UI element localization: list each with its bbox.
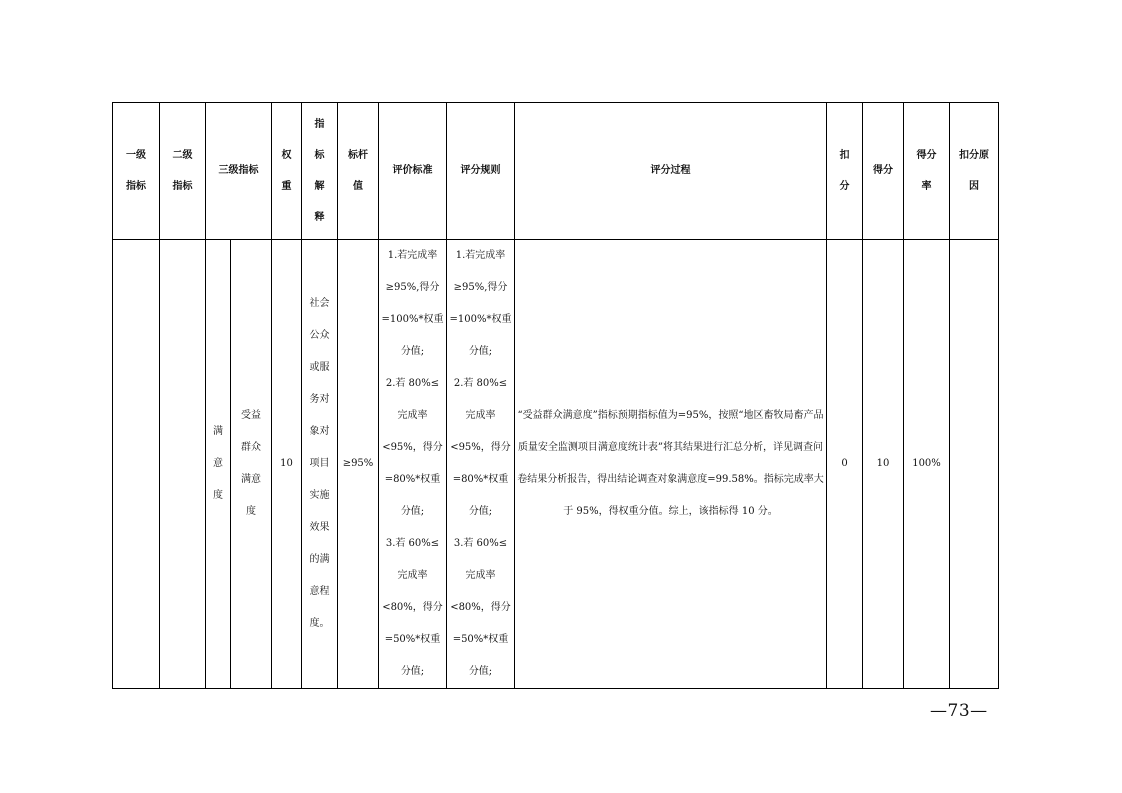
cell-score: 10 xyxy=(863,240,904,689)
cell-deduction-reason xyxy=(950,240,999,689)
header-evaluation-standard: 评价标准 xyxy=(379,103,447,240)
table-header-row xyxy=(113,103,999,240)
cell-level3-category: 满 意 度 xyxy=(206,240,231,689)
header-indicator-explanation: 指 标 解 释 xyxy=(302,103,338,240)
header-level1: 一级 指标 xyxy=(113,103,160,240)
table-row xyxy=(113,240,999,689)
cell-scoring-rule: 1.若完成率 ≥95%,得分 =100%*权重 分值; 2.若 80%≤ 完成率 <95%，得分 =80%*权重 分值; 3.若 60%≤ 完成率 <80%，得分 =50%*权重 分值; xyxy=(447,240,515,689)
cell-weight: 10 xyxy=(272,240,302,689)
header-scoring-rule: 评分规则 xyxy=(447,103,515,240)
cell-level1 xyxy=(113,240,160,689)
evaluation-table xyxy=(112,102,999,689)
header-level2: 二级 指标 xyxy=(160,103,206,240)
header-scoring-process: 评分过程 xyxy=(515,103,827,240)
cell-benchmark: ≥95% xyxy=(338,240,379,689)
header-benchmark: 标杆 值 xyxy=(338,103,379,240)
header-weight: 权 重 xyxy=(272,103,302,240)
cell-indicator-explanation: 社会 公众 或服 务对 象对 项目 实施 效果 的满 意程 度。 xyxy=(302,240,338,689)
cell-evaluation-standard: 1.若完成率 ≥95%,得分 =100%*权重 分值; 2.若 80%≤ 完成率 <95%，得分 =80%*权重 分值; 3.若 60%≤ 完成率 <80%，得分 =50%*权重 分值; xyxy=(379,240,447,689)
cell-level2 xyxy=(160,240,206,689)
page-number: —73— xyxy=(930,701,988,721)
header-score: 得分 xyxy=(863,103,904,240)
header-deduction: 扣 分 xyxy=(827,103,863,240)
header-level3: 三级指标 xyxy=(206,103,272,240)
cell-deduction: 0 xyxy=(827,240,863,689)
header-score-rate: 得分 率 xyxy=(904,103,950,240)
cell-scoring-process: “受益群众满意度”指标预期指标值为=95%，按照“地区畜牧局畜产品质量安全监测项目满意度统计表”将其结果进行汇总分析，详见调查问卷结果分析报告，得出结论调查对象满意度=99.58%。指标完成率大于 95%，得权重分值。综上，该指标得 10 分。 xyxy=(515,240,827,689)
cell-level3-name: 受益 群众 满意 度 xyxy=(231,240,272,689)
cell-score-rate: 100% xyxy=(904,240,950,689)
header-deduction-reason: 扣分原 因 xyxy=(950,103,999,240)
